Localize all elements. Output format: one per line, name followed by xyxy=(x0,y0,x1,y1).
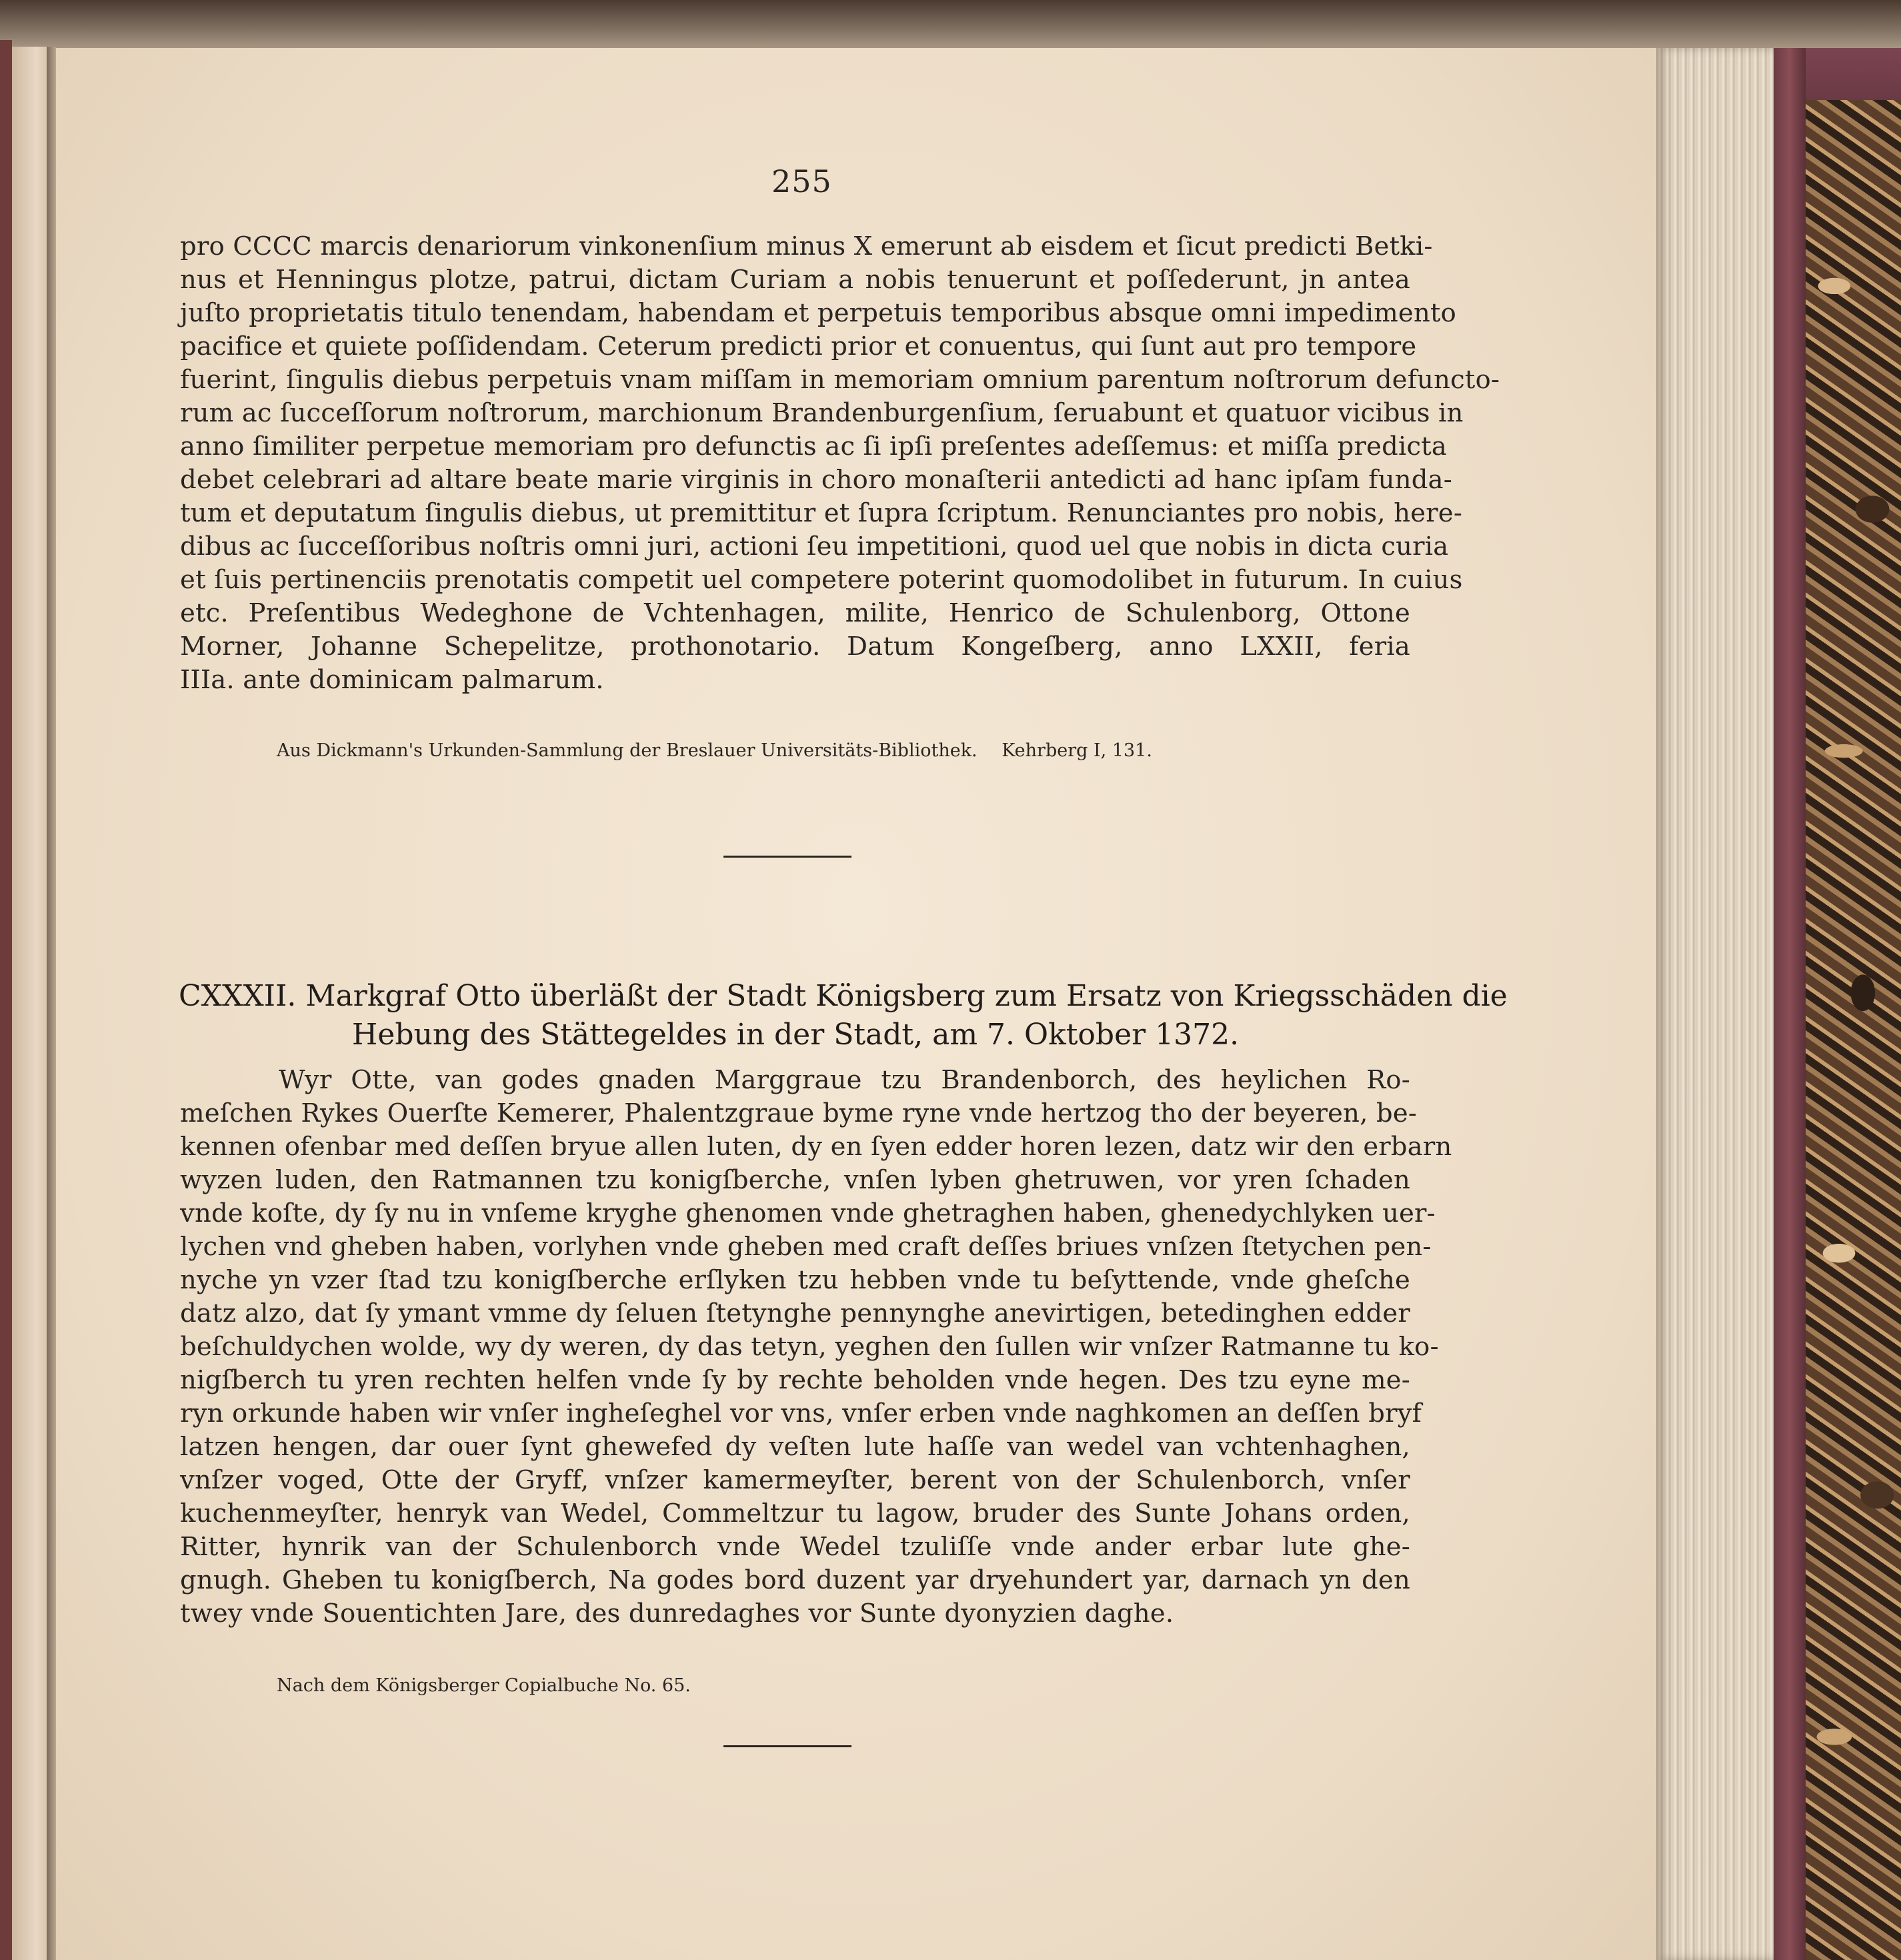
text-line: kennen ofenbar med deſſen bryue allen luten, dy en ſyen edder horen lezen, datz wir den erbarn xyxy=(180,1132,1452,1162)
gutter-shadow xyxy=(47,47,56,1960)
page-stack-edge xyxy=(1656,48,1774,1960)
text-line: datz alzo, dat ſy ymant vmme dy ſeluen ſtetynghe pennynghe anevirtigen, betedinghen edder xyxy=(180,1298,1410,1328)
section-divider xyxy=(723,856,851,858)
text-line: pacifice et quiete poſſidendam. Ceterum predicti prior et conuentus, qui ſunt aut pro tempore xyxy=(180,331,1417,361)
page-number: 255 xyxy=(771,163,832,199)
text-line: tum et deputatum ſingulis diebus, ut premittitur et ſupra ſcriptum. Renunciantes pro nobis, here- xyxy=(180,498,1463,528)
text-line: anno ſimiliter perpetue memoriam pro defunctis ac ſi ipſi preſentes adeſſemus: et miſſa predicta xyxy=(180,431,1448,461)
text-line: kuchenmeyſter, henryk van Wedel, Commeltzur tu lagow, bruder des Sunte Johans orden, xyxy=(180,1499,1410,1529)
source-text: Aus Dickmann's Urkunden-Sammlung der Breslauer Universitäts-Bibliothek. xyxy=(277,740,978,761)
marbled-cover xyxy=(1806,100,1901,1960)
source-note xyxy=(277,740,1152,761)
source-reference: Kehrberg I, 131. xyxy=(1002,740,1152,761)
text-line: vnde koſte, dy ſy nu in vnſeme kryghe ghenomen vnde ghetraghen haben, ghenedychlyken uer- xyxy=(180,1198,1436,1228)
cover-cloth-top xyxy=(1806,48,1901,100)
text-line: latzen hengen, dar ouer ſynt ghewefed dy veſten lute haſſe van wedel van vchtenhaghen, xyxy=(180,1432,1410,1462)
text-line: rum ac ſucceſſorum noſtrorum, marchionum Brandenburgenſium, ſeruabunt et quatuor vicibus in xyxy=(180,398,1464,428)
left-page-edge xyxy=(12,47,47,1960)
charter-title-line1: Markgraf Otto überläßt der Stadt Königsberg zum Ersatz von Kriegsschäden die xyxy=(305,979,1508,1013)
text-line: et ſuis pertinenciis prenotatis competit uel competere poterint quomodolibet in futurum. In cuius xyxy=(180,565,1463,595)
text-line: juſto proprietatis titulo tenendam, habendam et perpetuis temporibus absque omni impedimento xyxy=(180,298,1457,328)
text-line: dibus ac ſucceſſoribus noſtris omni juri, actioni ſeu impetitioni, quod uel que nobis in dicta curia xyxy=(180,532,1449,562)
text-line: lychen vnd gheben haben, vorlyhen vnde gheben med craft deſſes briues vnſzen ſtetychen pen- xyxy=(180,1232,1432,1262)
charter-number: CXXXII. xyxy=(179,979,297,1013)
text-line: IIIa. ante dominicam palmarum. xyxy=(180,665,604,695)
text-line: fuerint, ſingulis diebus perpetuis vnam miſſam in memoriam omnium parentum noſtrorum defuncto- xyxy=(180,365,1500,395)
text-line: vnſzer voged, Otte der Gryff, vnſzer kamermeyſter, berent von der Schulenborch, vnſer xyxy=(180,1465,1410,1495)
text-line: wyzen luden, den Ratmannen tzu konigſberche, vnſen lyben ghetruwen, vor yren ſchaden xyxy=(180,1165,1410,1195)
charter1-text xyxy=(180,230,1500,697)
text-line: nigſberch tu yren rechten helfen vnde ſy by rechte beholden vnde hegen. Des tzu eyne me- xyxy=(180,1365,1410,1395)
text-line: meſchen Rykes Ouerſte Kemerer, Phalentzgraue byme ryne vnde hertzog tho der beyeren, be- xyxy=(180,1098,1418,1128)
text-line: Morner, Johanne Schepelitze, prothonotario. Datum Kongeſberg, anno LXXII, feria xyxy=(180,632,1410,662)
left-cover xyxy=(0,40,12,1960)
text-line: Ritter, hynrik van der Schulenborch vnde Wedel tzuliſſe vnde ander erbar lute ghe- xyxy=(180,1532,1410,1562)
text-line: nyche yn vzer ſtad tzu konigſberche erſlyken tzu hebben vnde tu beſyttende, vnde gheſche xyxy=(180,1265,1410,1295)
section-divider xyxy=(723,1745,851,1747)
text-line: beſchuldychen wolde, wy dy weren, dy das tetyn, yeghen den ſullen wir vnſzer Ratmanne tu ko- xyxy=(180,1332,1439,1362)
charter-title-line2: Hebung des Stättegeldes in der Stadt, am 7. Oktober 1372. xyxy=(351,1018,1240,1052)
heading-line-1 xyxy=(179,977,1508,1016)
text-line: Wyr Otte, van godes gnaden Marggraue tzu Brandenborch, des heylichen Ro- xyxy=(279,1065,1410,1095)
text-line: nus et Henningus plotze, patrui, dictam Curiam a nobis tenuerunt et poſſederunt, jn antea xyxy=(180,265,1410,295)
text-line: etc. Preſentibus Wedeghone de Vchtenhagen, milite, Henrico de Schulenborg, Ottone xyxy=(180,598,1410,628)
source-text: Nach dem Königsberger Copialbuche No. 65. xyxy=(277,1675,691,1696)
charter-heading xyxy=(179,977,1508,1054)
text-line: twey vnde Souentichten Jare, des dunredaghes vor Sunte dyonyzien daghe. xyxy=(180,1599,1174,1629)
cover-cloth xyxy=(1774,48,1806,1960)
text-line: pro CCCC marcis denariorum vinkonenſium minus X emerunt ab eisdem et ſicut predicti Betki- xyxy=(180,231,1433,261)
text-line: debet celebrari ad altare beate marie virginis in choro monaſterii antedicti ad hanc ipſam funda- xyxy=(180,465,1452,495)
text-line: gnugh. Gheben tu konigſberch, Na godes bord duzent yar dryehundert yar, darnach yn den xyxy=(180,1565,1410,1595)
charter2-text xyxy=(180,1064,1452,1631)
source-note xyxy=(277,1675,691,1696)
text-line: ryn orkunde haben wir vnſer ingheſeghel vor vns, vnſer erben vnde naghkomen an deſſen bryf xyxy=(180,1398,1422,1428)
